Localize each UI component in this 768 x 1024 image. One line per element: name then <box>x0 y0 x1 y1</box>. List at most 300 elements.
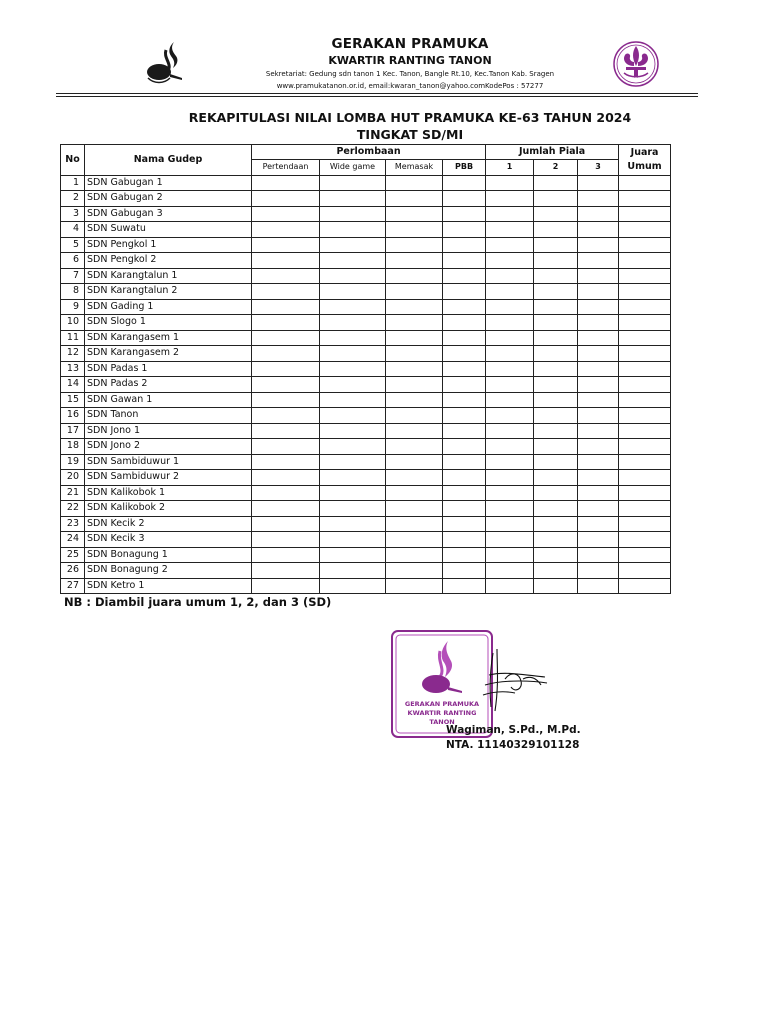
score-cell <box>578 516 619 532</box>
row-nama-gudep: SDN Padas 2 <box>85 377 252 393</box>
score-cell <box>534 392 578 408</box>
score-cell <box>320 485 386 501</box>
score-cell <box>578 299 619 315</box>
score-cell <box>619 191 671 207</box>
score-cell <box>386 470 443 486</box>
score-cell <box>534 284 578 300</box>
score-cell <box>578 315 619 331</box>
score-cell <box>578 423 619 439</box>
score-cell <box>578 222 619 238</box>
score-cell <box>619 392 671 408</box>
row-no: 12 <box>61 346 85 362</box>
header-divider-thin <box>56 96 698 97</box>
row-no: 26 <box>61 563 85 579</box>
score-cell <box>252 299 320 315</box>
score-cell <box>486 299 534 315</box>
score-cell <box>619 346 671 362</box>
score-cell <box>443 346 486 362</box>
table-row <box>61 284 671 300</box>
score-cell <box>386 578 443 594</box>
score-cell <box>619 516 671 532</box>
score-cell <box>578 237 619 253</box>
score-cell <box>486 547 534 563</box>
score-cell <box>386 532 443 548</box>
score-cell <box>320 237 386 253</box>
row-no: 7 <box>61 268 85 284</box>
header-no: No <box>61 145 85 176</box>
header-juara-umum <box>619 145 671 176</box>
score-cell <box>386 222 443 238</box>
score-cell <box>534 361 578 377</box>
row-nama-gudep: SDN Ketro 1 <box>85 578 252 594</box>
score-cell <box>320 563 386 579</box>
score-cell <box>252 361 320 377</box>
score-cell <box>252 547 320 563</box>
score-cell <box>252 578 320 594</box>
score-cell <box>320 423 386 439</box>
row-no: 9 <box>61 299 85 315</box>
row-nama-gudep: SDN Bonagung 1 <box>85 547 252 563</box>
table-row <box>61 532 671 548</box>
header-pertendaan: Pertendaan <box>252 160 320 176</box>
score-cell <box>578 485 619 501</box>
web-email-line: www.pramukatanon.or.id, email:kwaran_tanon@yahoo.comKodePos : 57277 <box>276 82 544 90</box>
score-cell <box>578 454 619 470</box>
row-no: 23 <box>61 516 85 532</box>
table-row <box>61 485 671 501</box>
row-no: 17 <box>61 423 85 439</box>
score-cell <box>486 330 534 346</box>
score-cell <box>320 361 386 377</box>
score-cell <box>252 222 320 238</box>
score-cell <box>386 315 443 331</box>
score-cell <box>386 408 443 424</box>
score-cell <box>320 470 386 486</box>
score-cell <box>252 253 320 269</box>
row-no: 3 <box>61 206 85 222</box>
score-cell <box>443 284 486 300</box>
score-cell <box>578 175 619 191</box>
header-wide-game: Wide game <box>320 160 386 176</box>
score-cell <box>534 253 578 269</box>
score-cell <box>619 268 671 284</box>
row-nama-gudep: SDN Kalikobok 2 <box>85 501 252 517</box>
row-nama-gudep: SDN Gabugan 1 <box>85 175 252 191</box>
recap-table <box>60 144 671 594</box>
score-cell <box>619 253 671 269</box>
score-cell <box>534 346 578 362</box>
score-cell <box>578 578 619 594</box>
footnote: NB : Diambil juara umum 1, 2, dan 3 (SD) <box>64 595 332 609</box>
row-nama-gudep: SDN Gading 1 <box>85 299 252 315</box>
score-cell <box>619 175 671 191</box>
score-cell <box>386 423 443 439</box>
score-cell <box>443 470 486 486</box>
table-row <box>61 237 671 253</box>
score-cell <box>252 563 320 579</box>
row-no: 13 <box>61 361 85 377</box>
score-cell <box>386 516 443 532</box>
score-cell <box>386 563 443 579</box>
table-row <box>61 315 671 331</box>
score-cell <box>486 206 534 222</box>
score-cell <box>534 408 578 424</box>
score-cell <box>486 253 534 269</box>
row-nama-gudep: SDN Karangasem 1 <box>85 330 252 346</box>
score-cell <box>534 377 578 393</box>
table-row <box>61 175 671 191</box>
score-cell <box>443 222 486 238</box>
header-juara-label: Juara <box>630 146 659 158</box>
row-nama-gudep: SDN Pengkol 1 <box>85 237 252 253</box>
score-cell <box>486 284 534 300</box>
score-cell <box>534 191 578 207</box>
score-cell <box>534 470 578 486</box>
signer-name: Wagiman, S.Pd., M.Pd. <box>446 724 581 736</box>
table-row <box>61 547 671 563</box>
row-no: 16 <box>61 408 85 424</box>
score-cell <box>534 330 578 346</box>
score-cell <box>486 361 534 377</box>
score-cell <box>320 392 386 408</box>
table-row <box>61 377 671 393</box>
score-cell <box>252 268 320 284</box>
score-cell <box>534 439 578 455</box>
score-cell <box>486 485 534 501</box>
header-jumlah-piala: Jumlah Piala <box>486 145 619 160</box>
table-row <box>61 222 671 238</box>
score-cell <box>443 532 486 548</box>
table-row <box>61 346 671 362</box>
score-cell <box>320 454 386 470</box>
score-cell <box>619 237 671 253</box>
score-cell <box>320 268 386 284</box>
score-cell <box>443 485 486 501</box>
score-cell <box>534 485 578 501</box>
score-cell <box>578 392 619 408</box>
table-row <box>61 501 671 517</box>
score-cell <box>443 191 486 207</box>
org-name: GERAKAN PRAMUKA <box>331 36 489 52</box>
header-perlombaan: Perlombaan <box>252 145 486 160</box>
row-no: 21 <box>61 485 85 501</box>
score-cell <box>386 501 443 517</box>
score-cell <box>619 547 671 563</box>
score-cell <box>486 392 534 408</box>
table-row <box>61 408 671 424</box>
score-cell <box>578 268 619 284</box>
score-cell <box>252 191 320 207</box>
score-cell <box>486 470 534 486</box>
row-nama-gudep: SDN Gabugan 2 <box>85 191 252 207</box>
score-cell <box>578 547 619 563</box>
score-cell <box>619 284 671 300</box>
table-row <box>61 268 671 284</box>
score-cell <box>619 299 671 315</box>
score-cell <box>386 547 443 563</box>
row-nama-gudep: SDN Padas 1 <box>85 361 252 377</box>
score-cell <box>320 547 386 563</box>
score-cell <box>252 454 320 470</box>
score-cell <box>486 501 534 517</box>
score-cell <box>534 268 578 284</box>
table-row <box>61 206 671 222</box>
score-cell <box>578 470 619 486</box>
score-cell <box>443 578 486 594</box>
row-no: 11 <box>61 330 85 346</box>
row-nama-gudep: SDN Suwatu <box>85 222 252 238</box>
row-nama-gudep: SDN Gawan 1 <box>85 392 252 408</box>
score-cell <box>486 175 534 191</box>
score-cell <box>486 237 534 253</box>
row-no: 2 <box>61 191 85 207</box>
row-nama-gudep: SDN Karangasem 2 <box>85 346 252 362</box>
score-cell <box>619 361 671 377</box>
score-cell <box>320 346 386 362</box>
score-cell <box>386 485 443 501</box>
row-no: 24 <box>61 532 85 548</box>
header-umum-label: Umum <box>627 160 662 172</box>
score-cell <box>386 299 443 315</box>
score-cell <box>320 253 386 269</box>
row-no: 15 <box>61 392 85 408</box>
score-cell <box>443 563 486 579</box>
score-cell <box>486 454 534 470</box>
score-cell <box>320 501 386 517</box>
score-cell <box>252 485 320 501</box>
score-cell <box>486 222 534 238</box>
score-cell <box>252 377 320 393</box>
table-row <box>61 454 671 470</box>
score-cell <box>578 361 619 377</box>
score-cell <box>534 501 578 517</box>
row-nama-gudep: SDN Karangtalun 1 <box>85 268 252 284</box>
table-row <box>61 578 671 594</box>
score-cell <box>252 346 320 362</box>
stamp-line-3: TANON <box>429 718 455 726</box>
score-cell <box>443 408 486 424</box>
row-nama-gudep: SDN Kecik 2 <box>85 516 252 532</box>
score-cell <box>486 346 534 362</box>
score-cell <box>386 175 443 191</box>
score-cell <box>386 284 443 300</box>
score-cell <box>320 284 386 300</box>
score-cell <box>486 439 534 455</box>
score-cell <box>578 501 619 517</box>
score-cell <box>320 330 386 346</box>
score-cell <box>443 237 486 253</box>
signature-scribble <box>475 645 575 715</box>
score-cell <box>386 191 443 207</box>
table-row <box>61 191 671 207</box>
document-subtitle: TINGKAT SD/MI <box>356 127 464 142</box>
score-cell <box>534 578 578 594</box>
score-cell <box>386 454 443 470</box>
row-no: 6 <box>61 253 85 269</box>
score-cell <box>534 454 578 470</box>
score-cell <box>252 330 320 346</box>
score-cell <box>578 191 619 207</box>
row-nama-gudep: SDN Slogo 1 <box>85 315 252 331</box>
score-cell <box>534 547 578 563</box>
score-cell <box>486 268 534 284</box>
row-no: 4 <box>61 222 85 238</box>
score-cell <box>443 330 486 346</box>
row-nama-gudep: SDN Sambiduwur 1 <box>85 454 252 470</box>
score-cell <box>386 237 443 253</box>
score-cell <box>619 222 671 238</box>
score-cell <box>252 439 320 455</box>
row-nama-gudep: SDN Tanon <box>85 408 252 424</box>
score-cell <box>320 222 386 238</box>
branch-name: KWARTIR RANTING TANON <box>328 54 492 67</box>
score-cell <box>619 501 671 517</box>
row-no: 1 <box>61 175 85 191</box>
table-row <box>61 423 671 439</box>
score-cell <box>252 175 320 191</box>
score-cell <box>578 206 619 222</box>
score-cell <box>252 470 320 486</box>
score-cell <box>578 284 619 300</box>
row-no: 10 <box>61 315 85 331</box>
stamp-line-1: GERAKAN PRAMUKA <box>404 700 480 708</box>
score-cell <box>619 330 671 346</box>
table-row <box>61 516 671 532</box>
score-cell <box>443 501 486 517</box>
score-cell <box>534 222 578 238</box>
score-cell <box>443 392 486 408</box>
score-cell <box>252 423 320 439</box>
score-cell <box>534 423 578 439</box>
row-no: 27 <box>61 578 85 594</box>
score-cell <box>386 330 443 346</box>
score-cell <box>443 175 486 191</box>
score-cell <box>252 408 320 424</box>
score-cell <box>619 532 671 548</box>
score-cell <box>578 330 619 346</box>
scout-fleur-de-lis-icon <box>612 40 660 88</box>
score-cell <box>619 377 671 393</box>
score-cell <box>443 206 486 222</box>
row-nama-gudep: SDN Bonagung 2 <box>85 563 252 579</box>
score-cell <box>619 454 671 470</box>
score-cell <box>534 516 578 532</box>
score-cell <box>252 206 320 222</box>
score-cell <box>443 377 486 393</box>
score-cell <box>619 206 671 222</box>
score-cell <box>320 408 386 424</box>
document-title: REKAPITULASI NILAI LOMBA HUT PRAMUKA KE-63 TAHUN 2024 <box>188 110 632 125</box>
score-cell <box>486 516 534 532</box>
score-cell <box>320 516 386 532</box>
score-cell <box>386 268 443 284</box>
address-line: Sekretariat: Gedung sdn tanon 1 Kec. Tanon, Bangle Rt.10, Kec.Tanon Kab. Sragen <box>265 70 555 78</box>
score-cell <box>320 206 386 222</box>
row-nama-gudep: SDN Pengkol 2 <box>85 253 252 269</box>
score-cell <box>578 346 619 362</box>
score-cell <box>443 361 486 377</box>
score-cell <box>320 299 386 315</box>
score-cell <box>320 315 386 331</box>
score-cell <box>619 408 671 424</box>
score-cell <box>619 439 671 455</box>
header-divider <box>56 93 698 94</box>
table-row <box>61 563 671 579</box>
row-no: 22 <box>61 501 85 517</box>
score-cell <box>443 253 486 269</box>
row-nama-gudep: SDN Kalikobok 1 <box>85 485 252 501</box>
score-cell <box>486 532 534 548</box>
score-cell <box>619 315 671 331</box>
score-cell <box>619 578 671 594</box>
score-cell <box>443 268 486 284</box>
score-cell <box>386 206 443 222</box>
score-cell <box>252 315 320 331</box>
score-cell <box>443 299 486 315</box>
score-cell <box>534 237 578 253</box>
row-nama-gudep: SDN Sambiduwur 2 <box>85 470 252 486</box>
score-cell <box>252 392 320 408</box>
row-nama-gudep: SDN Kecik 3 <box>85 532 252 548</box>
score-cell <box>619 423 671 439</box>
score-cell <box>534 563 578 579</box>
score-cell <box>486 408 534 424</box>
score-cell <box>578 532 619 548</box>
score-cell <box>486 423 534 439</box>
row-nama-gudep: SDN Jono 1 <box>85 423 252 439</box>
table-row <box>61 330 671 346</box>
score-cell <box>443 315 486 331</box>
header-nama-gudep: Nama Gudep <box>85 145 252 176</box>
score-cell <box>252 516 320 532</box>
score-cell <box>619 485 671 501</box>
score-cell <box>486 315 534 331</box>
score-cell <box>443 516 486 532</box>
score-cell <box>320 191 386 207</box>
row-no: 8 <box>61 284 85 300</box>
score-cell <box>534 299 578 315</box>
score-cell <box>443 439 486 455</box>
score-cell <box>486 578 534 594</box>
score-cell <box>386 253 443 269</box>
score-cell <box>578 439 619 455</box>
score-cell <box>386 346 443 362</box>
row-nama-gudep: SDN Jono 2 <box>85 439 252 455</box>
row-no: 5 <box>61 237 85 253</box>
score-cell <box>443 423 486 439</box>
table-row <box>61 439 671 455</box>
row-nama-gudep: SDN Gabugan 3 <box>85 206 252 222</box>
score-cell <box>386 377 443 393</box>
score-cell <box>386 361 443 377</box>
score-cell <box>320 377 386 393</box>
header-memasak: Memasak <box>386 160 443 176</box>
table-row <box>61 253 671 269</box>
score-cell <box>578 253 619 269</box>
row-no: 19 <box>61 454 85 470</box>
score-cell <box>486 377 534 393</box>
score-cell <box>386 439 443 455</box>
score-cell <box>252 501 320 517</box>
score-cell <box>320 578 386 594</box>
score-cell <box>534 206 578 222</box>
score-cell <box>534 175 578 191</box>
score-cell <box>578 377 619 393</box>
row-no: 14 <box>61 377 85 393</box>
header-piala-3: 3 <box>578 160 619 176</box>
score-cell <box>619 563 671 579</box>
score-cell <box>320 439 386 455</box>
